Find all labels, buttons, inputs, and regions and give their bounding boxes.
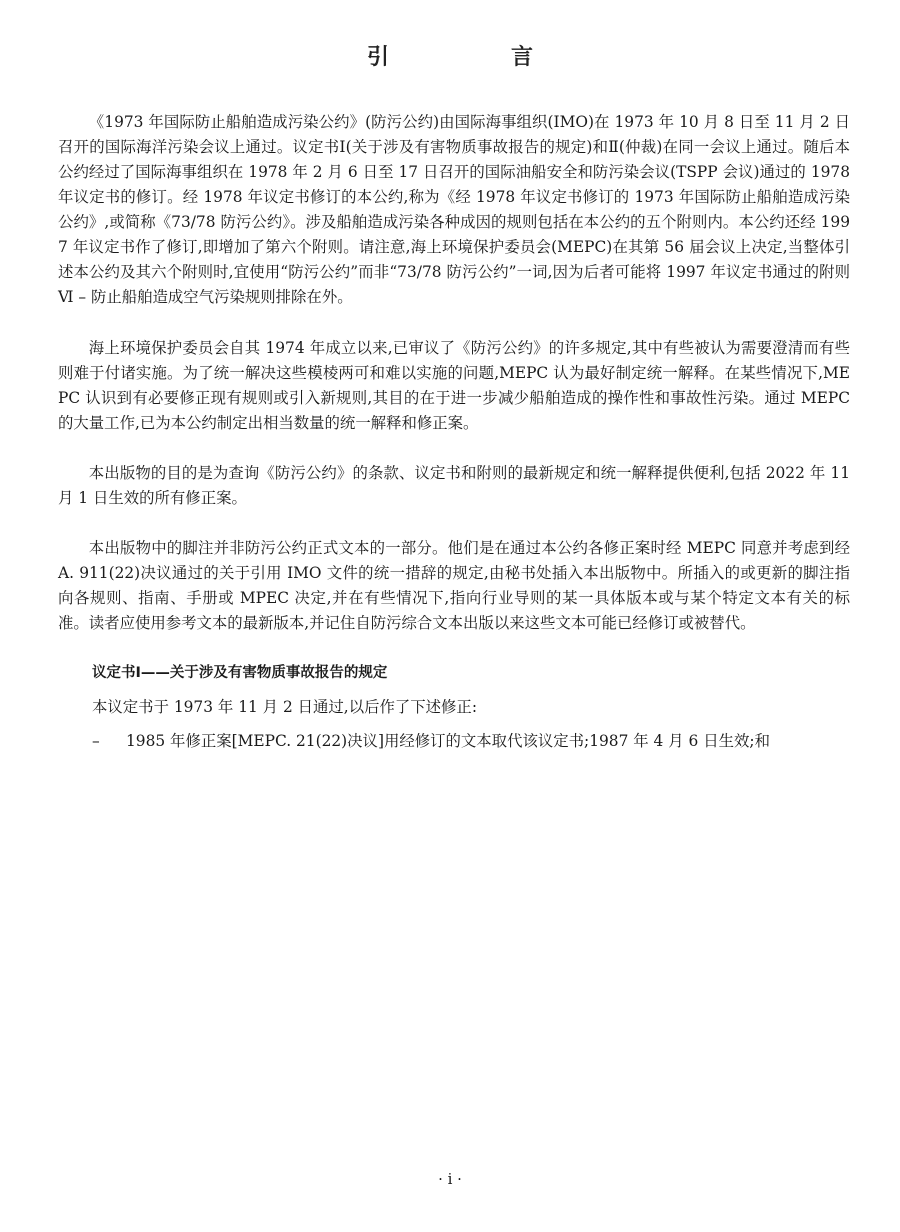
document-body (58, 110, 850, 763)
intro-paragraph-4: 本出版物中的脚注并非防污公约正式文本的一部分。他们是在通过本公约各修正案时经 MEPC 同意并考虑到经 A. 911(22)决议通过的关于引用 IMO 文件的统一措辞的规定,由秘书处插入本出版物中。所插入的或更新的脚注指向各规则、指南、手册或 MPEC 决定,并在有些情况下,指向行业导则的某一具体版本或与某个特定文本有关的标准。读者应使用参考文本的最新版本,并记住自防污综合文本出版以来这些文本可能已经修订或被替代。 (58, 539, 850, 632)
section-heading: 议定书Ⅰ——关于涉及有害物质事故报告的规定 (92, 665, 388, 681)
intro-paragraph-1: 《1973 年国际防止船舶造成污染公约》(防污公约)由国际海事组织(IMO)在 1973 年 10 月 8 日至 11 月 2 日召开的国际海洋污染会议上通过。议定书Ⅰ(关于涉及有害物质事故报告的规定)和Ⅱ(仲裁)在同一会议上通过。随后本公约经过了国际海事组织在 1978 年 2 月 6 日至 17 日召开的国际油船安全和防污染会议(TSPP 会议)通过的 1978 年议定书的修订。经 1978 年议定书修订的本公约,称为《经 1978 年议定书修订的 1973 年国际防止船舶造成污染公约》,或简称《73/78 防污公约》。涉及船舶造成污染各种成因的规则包括在本公约的五个附则内。本公约还经 1997 年议定书作了修订,即增加了第六个附则。请注意,海上环境保护委员会(MEPC)在其第 56 届会议上决定,当整体引述本公约及其六个附则时,宜使用“防污公约”而非“73/78 防污公约”一词,因为后者可能将 1997 年议定书通过的附则Ⅵ – 防止船舶造成空气污染规则排除在外。 (58, 113, 850, 306)
intro-paragraph-2: 海上环境保护委员会自其 1974 年成立以来,已审议了《防污公约》的许多规定,其中有些被认为需要澄清而有些则难于付诸实施。为了统一解决这些模棱两可和难以实施的问题,MEPC 认为最好制定统一解释。在某些情况下,MEPC 认识到有必要修正现有规则或引入新规则,其目的在于进一步减少船舶造成的操作性和事故性污染。通过 MEPC 的大量工作,已为本公约制定出相当数量的统一解释和修正案。 (58, 339, 850, 432)
page-number: · i · (438, 1170, 462, 1188)
intro-paragraph-3: 本出版物的目的是为查询《防污公约》的条款、议定书和附则的最新规定和统一解释提供便利,包括 2022 年 11 月 1 日生效的所有修正案。 (58, 464, 850, 507)
list-item-text: 1985 年修正案[MEPC. 21(22)决议]用经修订的文本取代该议定书;1987 年 4 月 6 日生效;和 (126, 732, 770, 750)
list-item-marker: – (92, 732, 100, 750)
section-intro: 本议定书于 1973 年 11 月 2 日通过,以后作了下述修正: (92, 698, 478, 716)
page-title: 引 言 (366, 45, 583, 70)
list-item (92, 729, 850, 753)
